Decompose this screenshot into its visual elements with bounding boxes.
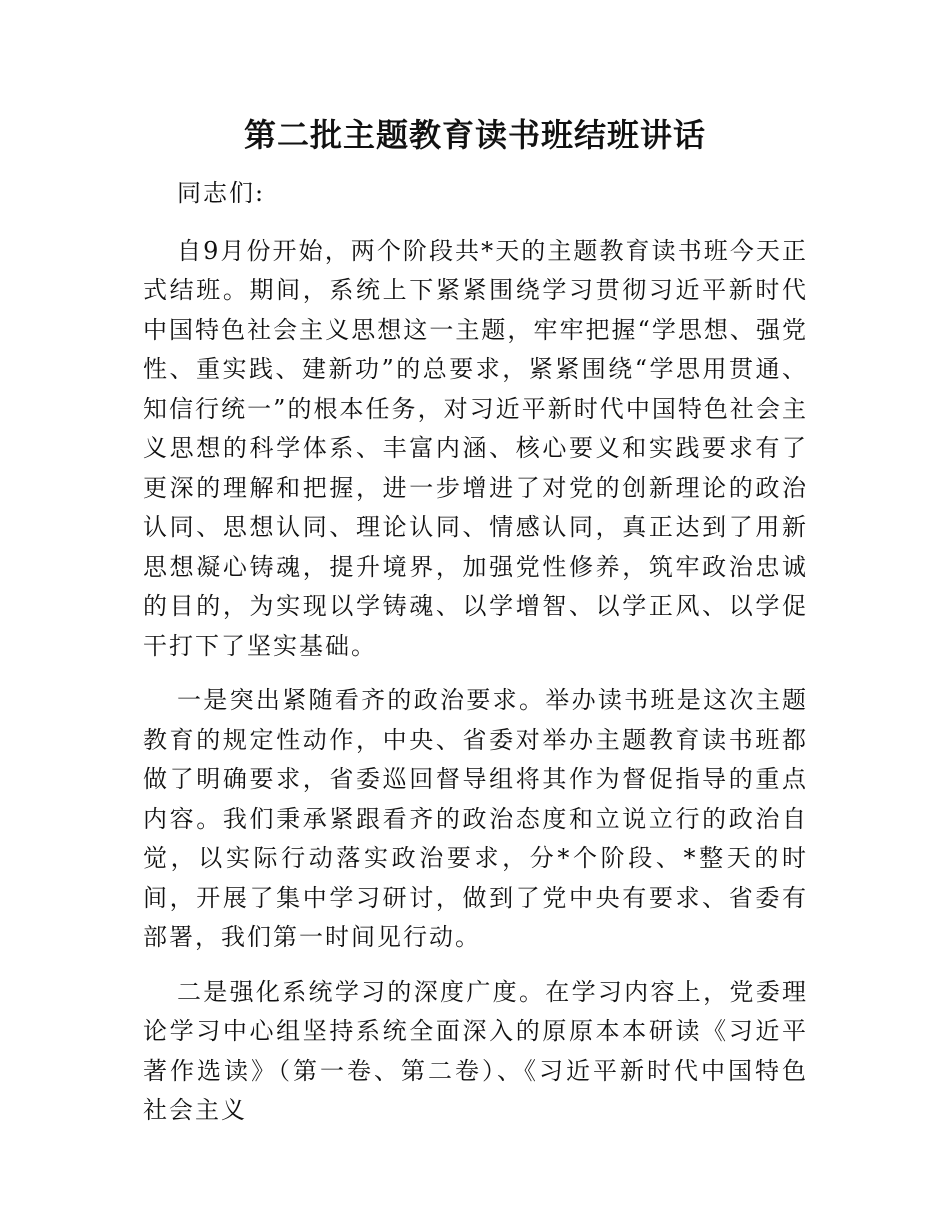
paragraph-point-one: 一是突出紧随看齐的政治要求。举办读书班是这次主题教育的规定性动作，中央、省委对举办主题教育读书班都做了明确要求，省委巡回督导组将其作为督促指导的重点内容。我们秉承紧跟看齐的政治态度和立说立行的政治自觉，以实际行动落实政治要求，分*个阶段、*整天的时间，开展了集中学习研讨，做到了党中央有要求、省委有部署，我们第一时间见行动。 [143, 686, 808, 951]
paragraph-point-two: 二是强化系统学习的深度广度。在学习内容上，党委理论学习中心组坚持系统全面深入的原原本本研读《习近平著作选读》（第一卷、第二卷）、《习近平新时代中国特色社会主义 [143, 977, 808, 1124]
document-title: 第二批主题教育读书班结班讲话 [243, 116, 706, 154]
salutation: 同志们: [177, 179, 266, 207]
paragraph-intro: 自9月份开始，两个阶段共*天的主题教育读书班今天正式结班。期间，系统上下紧紧围绕学习贯彻习近平新时代中国特色社会主义思想这一主题，牢牢把握“学思想、强党性、重实践、建新功”的总要求，紧紧围绕“学思用贯通、知信行统一”的根本任务，对习近平新时代中国特色社会主义思想的科学体系、丰富内涵、核心要义和实践要求有了更深的理解和把握，进一步增进了对党的创新理论的政治认同、思想认同、理论认同、情感认同，真正达到了用新思想凝心铸魂，提升境界，加强党性修养，筑牢政治忠诚的目的，为实现以学铸魂、以学增智、以学正风、以学促干打下了坚实基础。 [143, 236, 808, 660]
document-body [143, 174, 808, 1146]
